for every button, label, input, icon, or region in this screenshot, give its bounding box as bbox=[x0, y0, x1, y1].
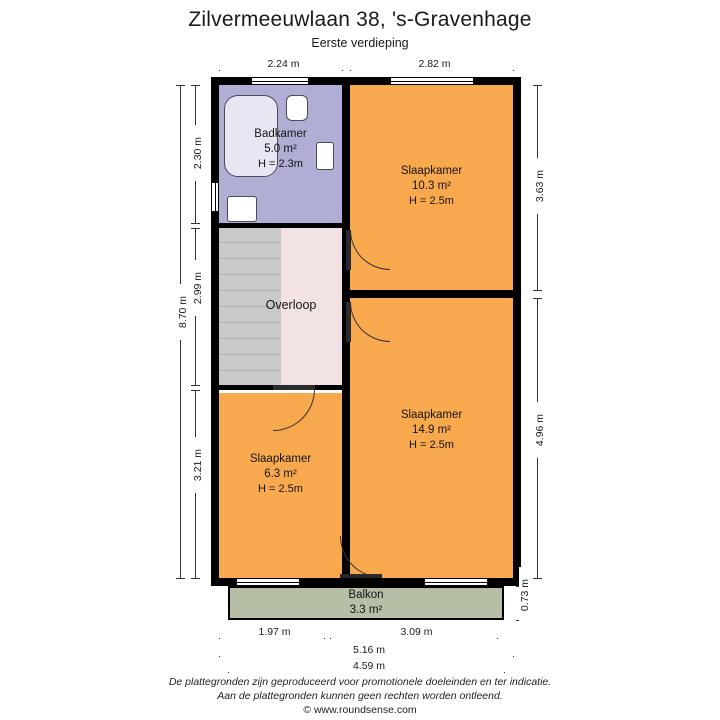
wall-left bbox=[211, 77, 219, 586]
label-slaapkamer-14-name: Slaapkamer bbox=[400, 409, 463, 421]
dim-left-230-tick-top bbox=[191, 85, 200, 86]
dim-left-321-tick-bottom bbox=[191, 578, 200, 579]
dim-left-299-tick-top bbox=[191, 228, 200, 229]
dim-bottom-459-text: 4.59 m bbox=[228, 660, 510, 672]
dim-left-299-text: 2.99 m bbox=[192, 260, 204, 316]
label-balkon-name: Balkon bbox=[348, 589, 384, 601]
wall-right bbox=[513, 77, 521, 586]
dim-left-321-text: 3.21 m bbox=[192, 437, 204, 493]
wall-bathroom-bottom bbox=[219, 223, 342, 228]
door-leaf-slaapkamer-10 bbox=[346, 230, 351, 270]
label-slaapkamer-10-area: 10.3 m² bbox=[412, 180, 451, 192]
dim-left-299-tick-bottom bbox=[191, 385, 200, 386]
footer-copyright: © www.roundsense.com bbox=[303, 704, 417, 716]
dim-left-870-tick-top bbox=[176, 85, 185, 86]
toilet-icon bbox=[286, 95, 308, 121]
dim-top-2-text: 2.82 m bbox=[350, 58, 519, 70]
label-badkamer-height: H = 2.3m bbox=[258, 158, 303, 170]
footer-disclaimer-line2: Aan de plattegronden kunnen geen rechten worden ontleend. bbox=[217, 690, 503, 702]
door-leaf-slaapkamer-14 bbox=[346, 302, 351, 342]
dim-left-870-text: 8.70 m bbox=[177, 284, 189, 340]
dim-right-496-tick-bottom bbox=[533, 578, 542, 579]
label-badkamer-name: Badkamer bbox=[254, 128, 307, 140]
window-bedroom-top bbox=[390, 77, 474, 85]
label-balkon-area: 3.3 m² bbox=[349, 604, 383, 616]
sink-icon bbox=[316, 142, 334, 170]
shower-icon bbox=[227, 196, 257, 222]
dim-right-496-text: 4.96 m bbox=[534, 402, 546, 458]
door-leaf-balkon bbox=[340, 574, 382, 578]
label-overloop-name: Overloop bbox=[265, 298, 317, 312]
bathtub-icon bbox=[224, 95, 278, 177]
label-badkamer-area: 5.0 m² bbox=[264, 143, 297, 155]
label-slaapkamer-6-height: H = 2.5m bbox=[258, 483, 303, 495]
dim-top-1-text: 2.24 m bbox=[219, 58, 348, 70]
dim-left-321-tick-top bbox=[191, 390, 200, 391]
dim-left-870-tick-bottom bbox=[176, 578, 185, 579]
window-bedroom14-bottom bbox=[424, 578, 488, 586]
page-subtitle: Eerste verdieping bbox=[311, 36, 409, 50]
footer-disclaimer-line1: De plattegronden zijn geproduceerd voor promotionele doeleinden en ter indicatie. bbox=[168, 676, 552, 688]
label-slaapkamer-10-height: H = 2.5m bbox=[409, 195, 454, 207]
wall-between-bedrooms bbox=[350, 290, 513, 298]
label-slaapkamer-6-name: Slaapkamer bbox=[249, 453, 312, 465]
window-bathroom-left bbox=[211, 182, 219, 212]
dim-right-363-tick-top bbox=[533, 85, 542, 86]
dim-right-363-text: 3.63 m bbox=[534, 158, 546, 214]
dim-bottom-309-text: 3.09 m bbox=[330, 626, 503, 638]
dim-right-073-text: 0.73 m bbox=[519, 567, 531, 623]
label-slaapkamer-10-name: Slaapkamer bbox=[400, 165, 463, 177]
door-leaf-slaapkamer-6 bbox=[273, 385, 315, 390]
dim-bottom-197-text: 1.97 m bbox=[219, 626, 330, 638]
label-slaapkamer-14-height: H = 2.5m bbox=[409, 439, 454, 451]
stair-treads bbox=[219, 227, 281, 385]
window-bedroom6-bottom bbox=[236, 578, 300, 586]
dim-left-230-text: 2.30 m bbox=[192, 125, 204, 181]
dim-bottom-516-text: 5.16 m bbox=[219, 644, 519, 656]
dim-right-496-tick-top bbox=[533, 298, 542, 299]
label-slaapkamer-14-area: 14.9 m² bbox=[412, 424, 451, 436]
page-title: Zilvermeeuwlaan 38, 's-Gravenhage bbox=[188, 8, 532, 31]
window-bathroom-top bbox=[251, 77, 309, 85]
label-slaapkamer-6-area: 6.3 m² bbox=[264, 468, 297, 480]
dim-right-363-tick-bottom bbox=[533, 290, 542, 291]
room-balkon bbox=[228, 586, 504, 620]
dim-left-230-tick-bottom bbox=[191, 223, 200, 224]
